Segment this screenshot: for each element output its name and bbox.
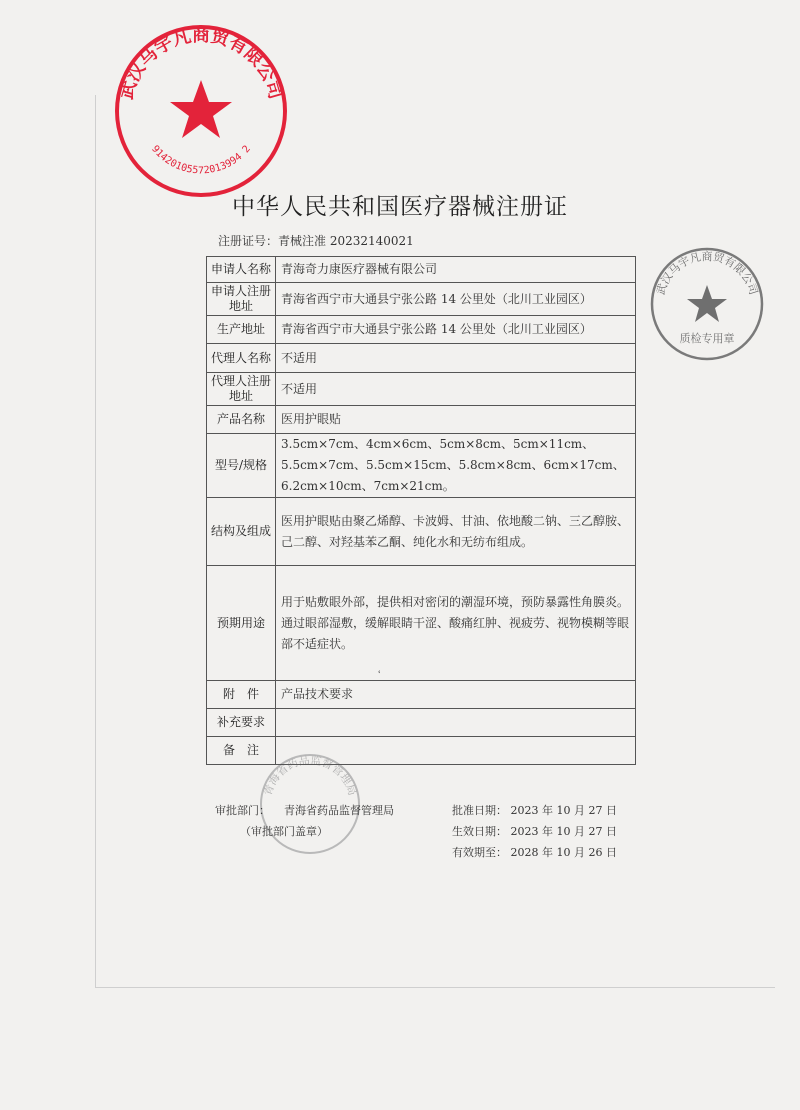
table-row xyxy=(207,257,636,283)
company-seal xyxy=(112,22,290,200)
row-label: 型号/规格 xyxy=(207,434,276,498)
row-label: 结构及组成 xyxy=(207,498,276,566)
row-label: 代理人名称 xyxy=(207,344,276,373)
row-value: 医用护眼贴 xyxy=(276,406,636,434)
certificate-table xyxy=(206,256,636,765)
approval-label: 批准日期： xyxy=(452,804,507,817)
row-label: 生产地址 xyxy=(207,316,276,344)
table-row xyxy=(207,344,636,373)
pencil-mark: ʿ xyxy=(378,670,382,681)
authority-value: 青海省药品监督管理局 xyxy=(284,804,394,817)
certificate-title: 中华人民共和国医疗器械注册证 xyxy=(232,194,568,220)
row-value: 不适用 xyxy=(276,344,636,373)
expiry-label: 有效期至： xyxy=(452,846,507,859)
registration-number xyxy=(218,232,414,249)
authority-line xyxy=(215,802,394,818)
row-value: 3.5cm×7cm、4cm×6cm、5cm×8cm、5cm×11cm、5.5cm×7cm、5.5cm×15cm、5.8cm×8cm、6cm×17cm、6.2cm×10cm、7cm×21cm。 xyxy=(276,434,636,498)
row-value: 青海省西宁市大通县宁张公路 14 公里处（北川工业园区） xyxy=(276,283,636,316)
svg-text:91420105572013994 2 xyxy=(149,144,253,177)
effective-label: 生效日期： xyxy=(452,825,507,838)
table-row xyxy=(207,373,636,406)
row-label: 申请人名称 xyxy=(207,257,276,283)
table-row xyxy=(207,709,636,737)
expiry-date-line xyxy=(452,844,617,860)
row-label: 备 注 xyxy=(207,737,276,765)
seal-star-icon xyxy=(170,80,232,138)
row-value: 医用护眼贴由聚乙烯醇、卡波姆、甘油、依地酸二钠、三乙醇胺、己二醇、对羟基苯乙酮、纯化水和无纺布组成。 xyxy=(276,498,636,566)
table-row xyxy=(207,498,636,566)
approval-date: 2023 年 10 月 27 日 xyxy=(510,804,617,817)
table-row xyxy=(207,316,636,344)
expiry-date: 2028 年 10 月 26 日 xyxy=(510,846,617,859)
row-value xyxy=(276,737,636,765)
registration-value: 青械注准 20232140021 xyxy=(278,234,414,248)
row-label: 申请人注册地址 xyxy=(207,283,276,316)
company-seal-name: 武汉马宇凡商贸有限公司 xyxy=(115,25,287,102)
authority-label: 审批部门： xyxy=(215,804,270,817)
effective-date-line xyxy=(452,823,617,839)
table-row xyxy=(207,681,636,709)
table-row xyxy=(207,406,636,434)
table-row xyxy=(207,434,636,498)
qc-seal-name: 武汉马宇凡商贸有限公司 xyxy=(653,250,761,297)
table-row xyxy=(207,283,636,316)
qc-seal-label: 质检专用章 xyxy=(679,332,735,345)
row-label: 产品名称 xyxy=(207,406,276,434)
row-label: 补充要求 xyxy=(207,709,276,737)
row-value xyxy=(276,709,636,737)
row-value: 不适用 xyxy=(276,373,636,406)
qc-seal xyxy=(648,245,766,363)
company-seal-code: 91420105572013994 2 xyxy=(149,143,253,177)
effective-date: 2023 年 10 月 27 日 xyxy=(510,825,617,838)
row-value: 青海奇力康医疗器械有限公司 xyxy=(276,257,636,283)
registration-label: 注册证号： xyxy=(218,234,279,248)
qc-star-icon xyxy=(687,285,727,322)
row-value: 产品技术要求 xyxy=(276,681,636,709)
table-row xyxy=(207,566,636,681)
row-label: 代理人注册地址 xyxy=(207,373,276,406)
row-value: 青海省西宁市大通县宁张公路 14 公里处（北川工业园区） xyxy=(276,316,636,344)
authority-seal-name: 青海省药品监督管理局 xyxy=(260,753,360,798)
table-row xyxy=(207,737,636,765)
seal-note: （审批部门盖章） xyxy=(240,825,328,838)
row-value: 用于贴敷眼外部，提供相对密闭的潮湿环境，预防暴露性角膜炎。通过眼部湿敷，缓解眼睛干涩、酸痛红肿、视疲劳、视物模糊等眼部不适症状。 xyxy=(276,566,636,681)
row-label: 附 件 xyxy=(207,681,276,709)
approval-date-line xyxy=(452,802,617,818)
row-label: 预期用途 xyxy=(207,566,276,681)
